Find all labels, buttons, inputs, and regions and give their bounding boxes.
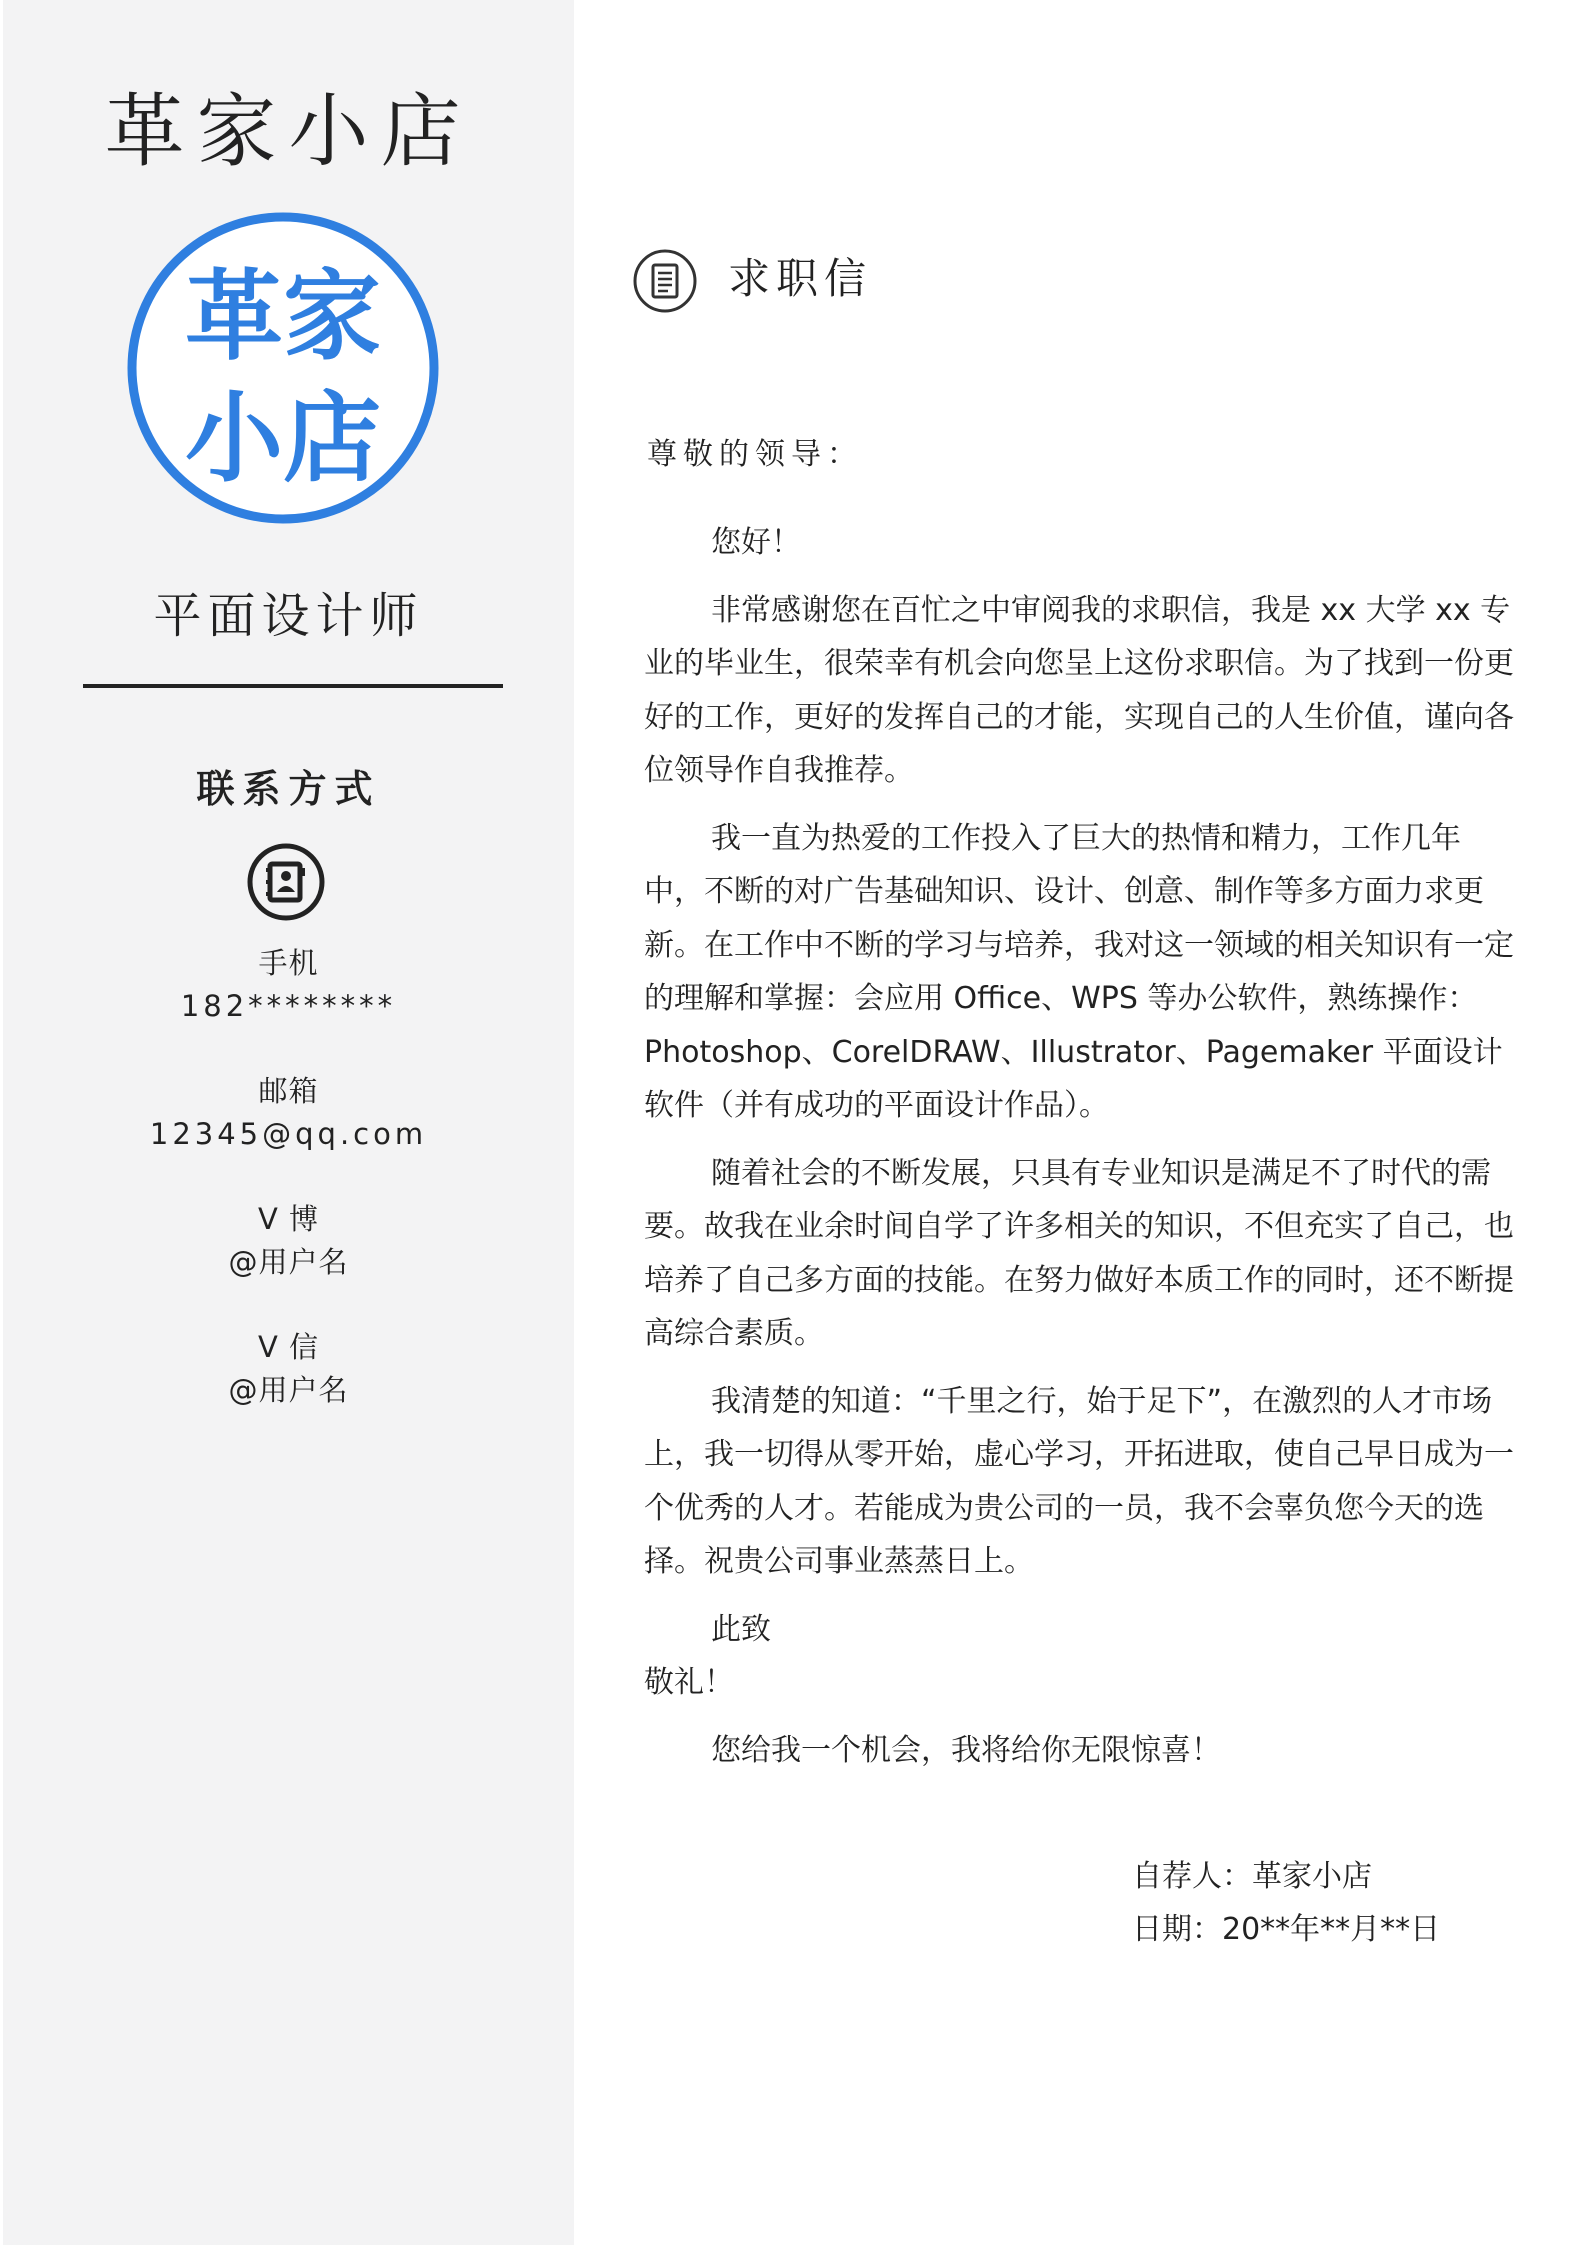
shop-name: 革家小店 [104, 85, 473, 178]
paragraph-1: 非常感谢您在百忙之中审阅我的求职信，我是 xx 大学 xx 专业的毕业生，很荣幸有机会向您呈上这份求职信。为了找到一份更好的工作，更好的发挥自己的才能，实现自己的人生价值，谨向各位领导作自我推荐。 [644, 592, 1514, 788]
signature-block [1132, 1850, 1440, 1956]
wechat-label: V 信 [257, 1330, 320, 1364]
letter-title: 求职信 [728, 254, 873, 303]
logo-text-line1: 革家 [184, 260, 382, 374]
logo-text-line2: 小店 [184, 382, 382, 496]
contact-phone [3, 942, 574, 1028]
logo-seal [125, 210, 441, 526]
contact-wechat [3, 1326, 574, 1412]
document-icon [632, 248, 698, 314]
final-line: 您给我一个机会，我将给你无限惊喜！ [711, 1732, 1221, 1768]
salutation: 尊敬的领导： [647, 437, 863, 472]
closing-1: 此致 [711, 1611, 771, 1647]
closing-2: 敬礼！ [644, 1665, 734, 1700]
wechat-value: @用户名 [228, 1373, 349, 1407]
contact-heading: 联系方式 [196, 767, 381, 811]
paragraph-4: 我清楚的知道：“千里之行，始于足下”，在激烈的人才市场上，我一切得从零开始，虚心学习，开拓进取，使自己早日成为一个优秀的人才。若能成为贵公司的一员，我不会辜负您今天的选择。祝贵公司事业蒸蒸日上。 [644, 1383, 1514, 1579]
greeting: 您好！ [711, 525, 801, 560]
phone-label: 手机 [258, 946, 319, 980]
phone-value: 182******** [180, 989, 397, 1023]
spacer [644, 1710, 1514, 1724]
sidebar [3, 0, 574, 2245]
job-title: 平面设计师 [153, 588, 424, 644]
email-label: 邮箱 [258, 1074, 319, 1108]
weibo-label: V 博 [257, 1202, 320, 1236]
divider [83, 684, 503, 688]
date: 日期：20**年**月**日 [1132, 1912, 1441, 1947]
paragraph-2: 我一直为热爱的工作投入了巨大的热情和精力，工作几年中，不断的对广告基础知识、设计、创意、制作等多方面力求更新。在工作中不断的学习与培养，我对这一领域的相关知识有一定的理解和掌握：会应用 Office、WPS 等办公软件，熟练操作：Photoshop、CorelDRAW、Illustrator、Pagemaker 平面设计软件（并有成功的平面设计作品）。 [644, 820, 1514, 1123]
contact-weibo [3, 1198, 574, 1284]
paragraph-3: 随着社会的不断发展，只具有专业知识是满足不了时代的需要。故我在业余时间自学了许多相关的知识，不但充实了自己，也培养了自己多方面的技能。在努力做好本质工作的同时，还不断提高综合素质。 [644, 1155, 1514, 1351]
contact-book-icon [246, 842, 326, 922]
contact-list [3, 942, 574, 1454]
spacer [644, 570, 1514, 584]
letter-body [644, 430, 1514, 1777]
weibo-value: @用户名 [228, 1245, 349, 1279]
signer: 自荐人：革家小店 [1132, 1859, 1372, 1894]
contact-email [3, 1070, 574, 1156]
email-value: 12345@qq.com [149, 1117, 428, 1151]
